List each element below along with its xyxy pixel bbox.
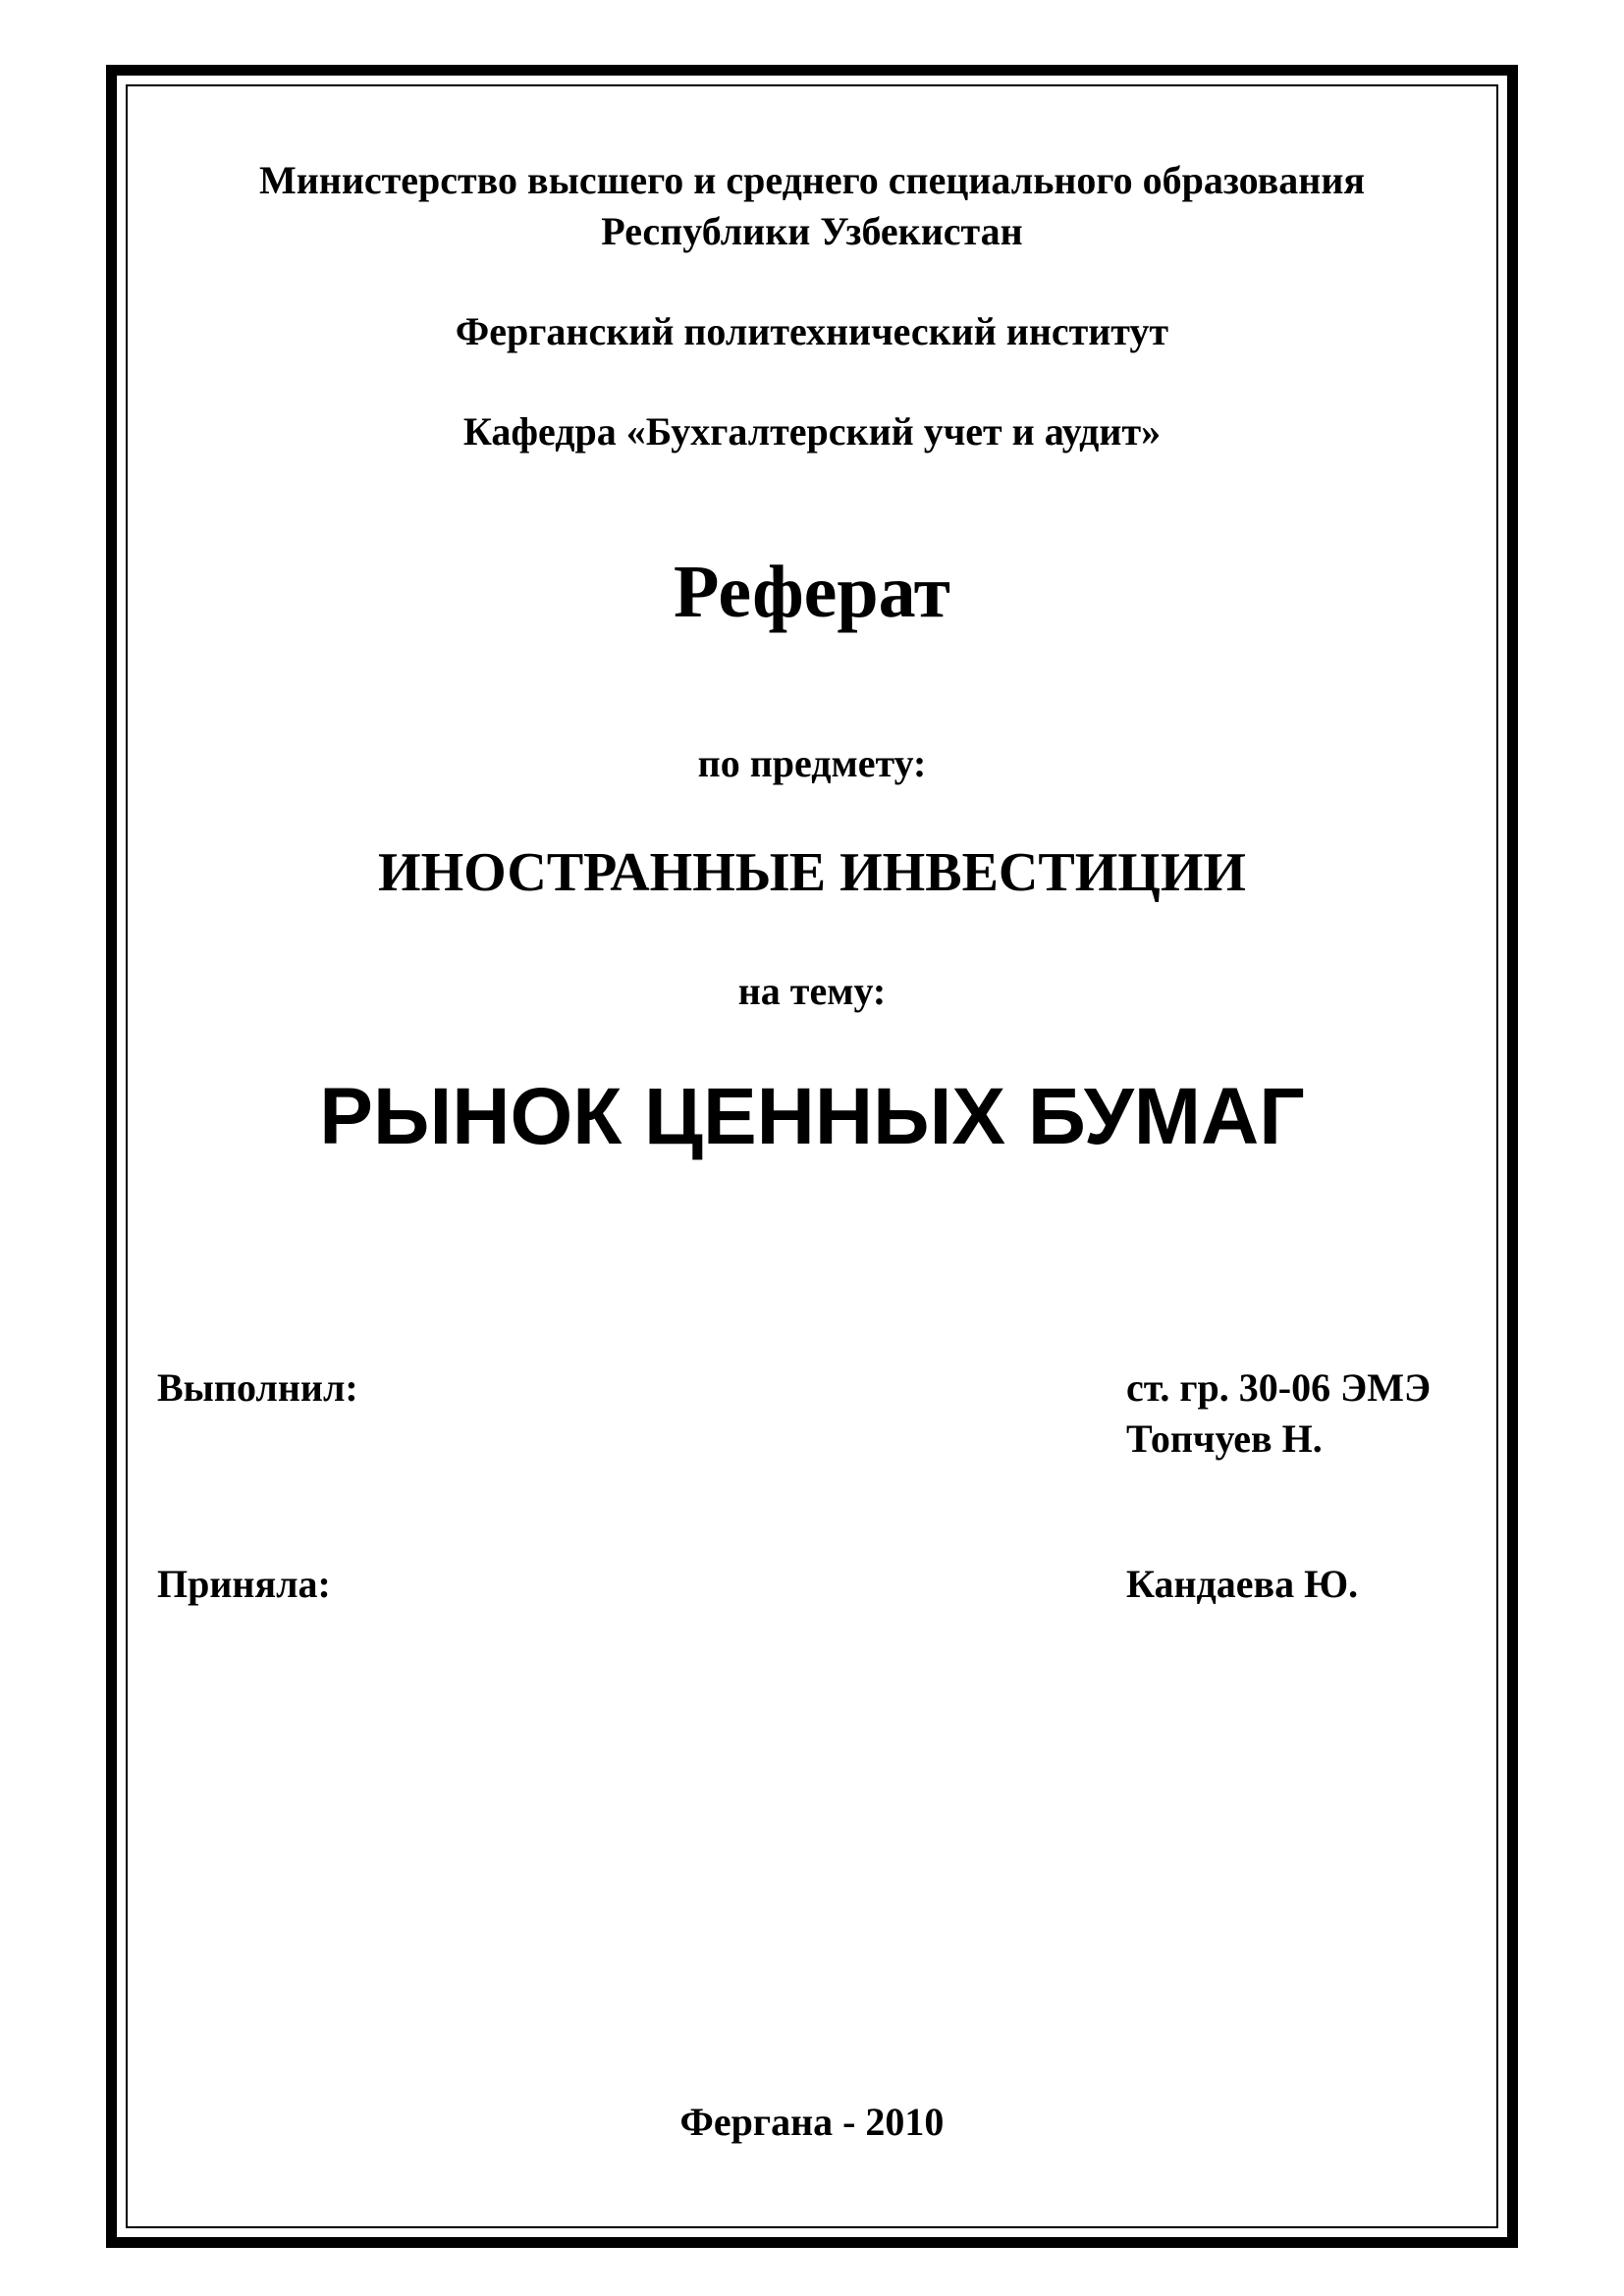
student-group: ст. гр. 30-06 ЭМЭ (1126, 1365, 1432, 1410)
topic-label: на тему: (737, 969, 887, 1013)
department-name: Кафедра «Бухгалтерский учет и аудит» (462, 409, 1162, 454)
accepted-by-label: Приняла: (157, 1562, 331, 1606)
topic-title: РЫНОК ЦЕННЫХ БУМАГ (319, 1072, 1305, 1161)
place-and-year: Фергана - 2010 (679, 2100, 945, 2144)
ministry-heading (128, 155, 1496, 257)
institute-name: Ферганский политехнический институт (455, 309, 1169, 353)
teacher-name: Кандаева Ю. (1126, 1562, 1359, 1606)
subject-label: по предмету: (697, 741, 927, 785)
title-page (128, 86, 1496, 2226)
document-type: Реферат (673, 551, 951, 633)
subject-title: ИНОСТРАННЫЕ ИНВЕСТИЦИИ (378, 842, 1246, 903)
ministry-line-2: Республики Узбекистан (601, 209, 1023, 253)
student-name: Топчуев Н. (1126, 1416, 1323, 1461)
performed-by-label: Выполнил: (157, 1365, 358, 1410)
ministry-line-1: Министерство высшего и среднего специального образования (258, 158, 1365, 202)
